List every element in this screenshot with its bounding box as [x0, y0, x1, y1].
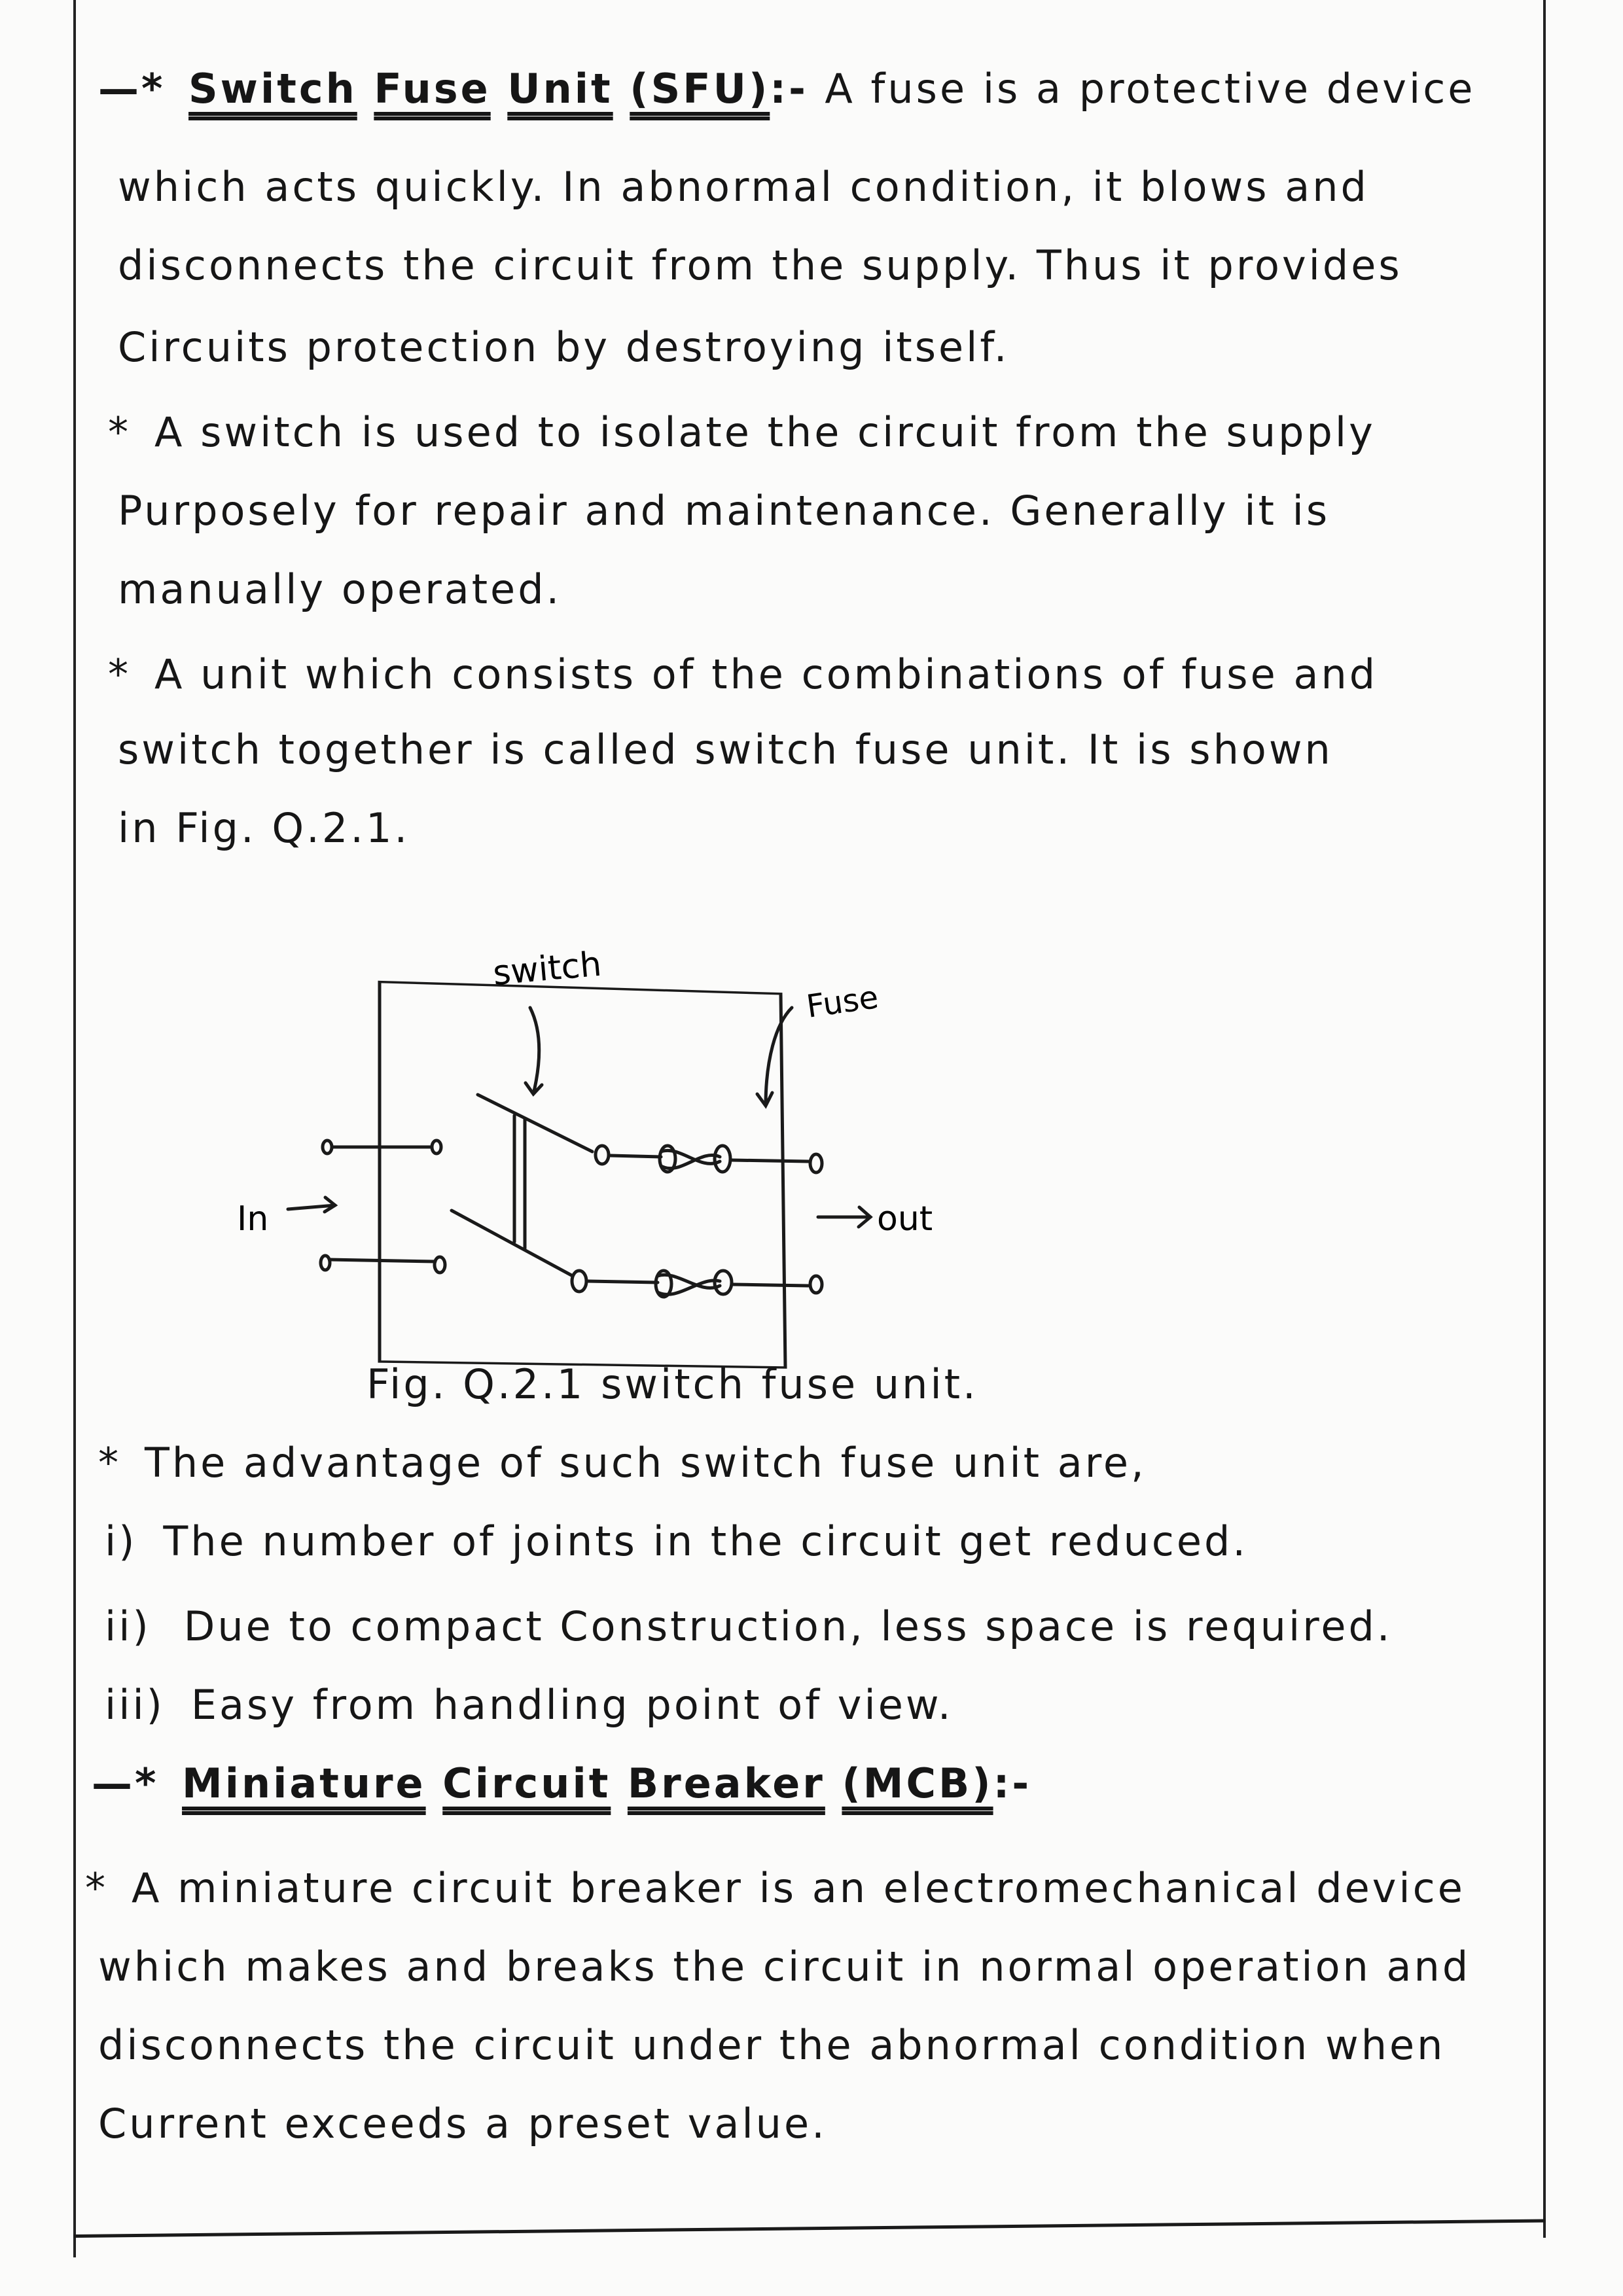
page-bottom-line	[73, 2219, 1546, 2238]
advantages-intro	[98, 1439, 1147, 1487]
switch-para-line: Purposely for repair and maintenance. Generally it is	[118, 487, 1330, 535]
switch-para-line	[108, 408, 1376, 456]
fuse-label: Fuse	[804, 979, 881, 1025]
sfu-intro-line: Circuits protection by destroying itself.	[118, 323, 1010, 371]
page-margin-line-right	[1543, 0, 1546, 2238]
switch-label: switch	[491, 944, 603, 993]
switch-para-text: A switch is used to isolate the circuit from the supply	[154, 408, 1376, 456]
enclosure-box	[380, 982, 785, 1368]
bullet-asterisk: *	[108, 650, 131, 698]
sfu-intro-line: which acts quickly. In abnormal condition, it blows and	[118, 163, 1369, 211]
advantage-text: Due to compact Construction, less space is required.	[183, 1602, 1393, 1650]
mcb-body-text: A miniature circuit breaker is an electromechanical device	[132, 1864, 1465, 1912]
advantage-item	[105, 1681, 954, 1729]
switch-para-line: manually operated.	[118, 565, 562, 613]
figure-caption: Fig. Q.2.1 switch fuse unit.	[366, 1360, 978, 1408]
heading-word: (MCB)	[842, 1759, 993, 1807]
heading-arrow: —*	[98, 65, 166, 113]
list-marker: ii)	[105, 1602, 151, 1650]
bullet-asterisk: *	[108, 408, 131, 456]
unit-para-line	[108, 650, 1378, 698]
unit-para-line: in Fig. Q.2.1.	[118, 804, 410, 852]
fuse-icon-top	[660, 1146, 730, 1172]
heading-word: Unit	[507, 65, 613, 113]
advantage-item	[105, 1517, 1249, 1565]
heading-word: (SFU)	[630, 65, 770, 113]
list-marker: i)	[105, 1517, 137, 1565]
mcb-body-line: disconnects the circuit under the abnormal condition when	[98, 2021, 1446, 2069]
mcb-body-line: Current exceeds a preset value.	[98, 2100, 827, 2147]
sfu-heading	[98, 65, 1476, 113]
switch-callout-arrow	[526, 1008, 542, 1094]
heading-suffix: :-	[993, 1759, 1032, 1807]
advantages-intro-text: The advantage of such switch fuse unit are,	[145, 1439, 1147, 1487]
heading-word: Fuse	[374, 65, 491, 113]
sfu-intro-line: disconnects the circuit from the supply. Thus it provides	[118, 241, 1402, 289]
heading-word: Miniature	[182, 1759, 426, 1807]
list-marker: iii)	[105, 1681, 165, 1729]
page-margin-line-left	[73, 0, 76, 2257]
sfu-intro-line: A fuse is a protective device	[825, 65, 1476, 113]
switch-blade-top	[478, 1095, 592, 1152]
mcb-body-line	[85, 1864, 1465, 1912]
switch-blade-bottom	[452, 1210, 573, 1276]
unit-para-text: A unit which consists of the combinations of fuse and	[154, 650, 1378, 698]
unit-para-line: switch together is called switch fuse unit. It is shown	[118, 726, 1333, 773]
mcb-heading	[92, 1759, 1032, 1807]
heading-word: Breaker	[627, 1759, 825, 1807]
in-label: In	[237, 1199, 269, 1239]
fuse-icon-bottom	[656, 1271, 732, 1297]
advantage-item	[105, 1602, 1393, 1650]
bullet-asterisk: *	[85, 1864, 108, 1912]
heading-suffix: :-	[770, 65, 808, 113]
out-label: out	[877, 1199, 933, 1239]
input-terminals	[321, 1140, 445, 1273]
advantage-text: Easy from handling point of view.	[190, 1681, 954, 1729]
heading-arrow: —*	[92, 1759, 159, 1807]
advantage-text: The number of joints in the circuit get reduced.	[163, 1517, 1249, 1565]
heading-word: Switch	[188, 65, 357, 113]
bullet-asterisk: *	[98, 1439, 121, 1487]
heading-word: Circuit	[442, 1759, 611, 1807]
mcb-body-line: which makes and breaks the circuit in normal operation and	[98, 1943, 1471, 1990]
switch-fuse-unit-diagram	[196, 864, 982, 1374]
fuse-callout-arrow	[757, 1008, 792, 1106]
